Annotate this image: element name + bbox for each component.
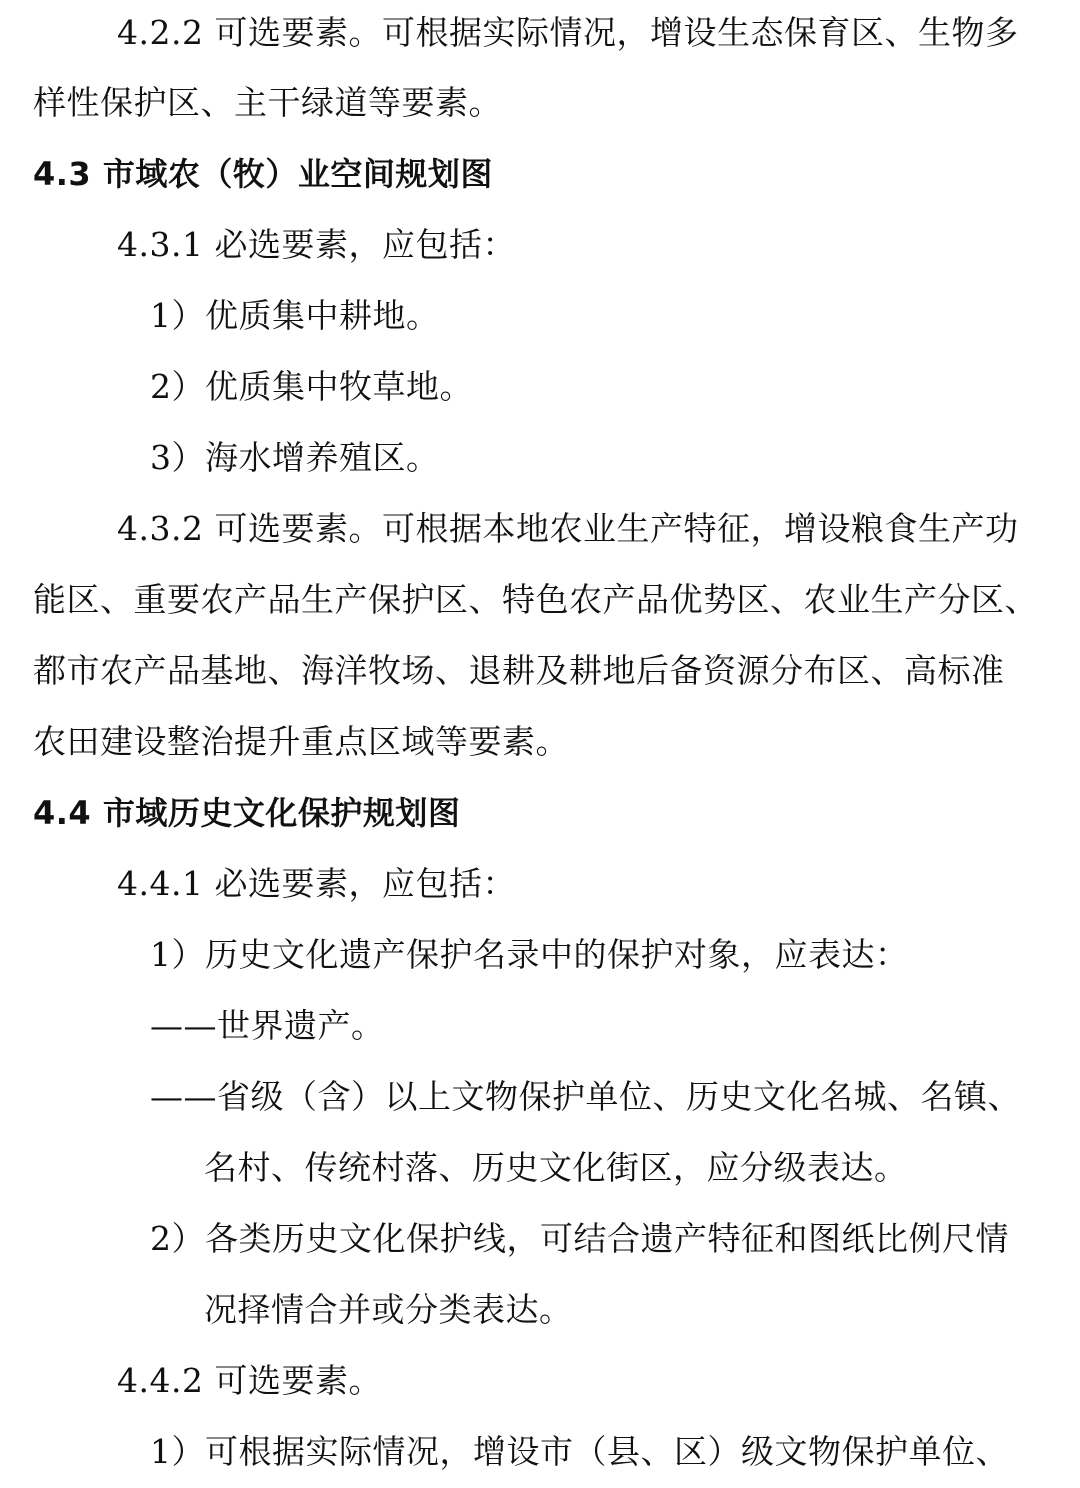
clause-4-4-1: 4.4.1 必选要素，应包括： bbox=[117, 864, 516, 903]
list-item-4-3-1-3: 3）海水增养殖区。 bbox=[150, 438, 440, 477]
list-item-4-4-2-1: 1）可根据实际情况，增设市（县、区）级文物保护单位、 bbox=[150, 1432, 1009, 1471]
paragraph-4-3-2-line-2: 能区、重要农产品生产保护区、特色农产品优势区、农业生产分区、 bbox=[33, 580, 1038, 619]
paragraph-4-3-2-line-3: 都市农产品基地、海洋牧场、退耕及耕地后备资源分布区、高标准 bbox=[33, 651, 1005, 690]
list-item-4-4-1-2-line-1: 2）各类历史文化保护线，可结合遗产特征和图纸比例尺情 bbox=[150, 1219, 1009, 1258]
paragraph-4-3-2-line-1: 4.3.2 可选要素。可根据本地农业生产特征，增设粮食生产功 bbox=[117, 509, 1019, 548]
list-item-4-4-1-2-line-2: 况择情合并或分类表达。 bbox=[204, 1290, 573, 1329]
dash-item-provincial-line-1: ——省级（含）以上文物保护单位、历史文化名城、名镇、 bbox=[150, 1077, 1021, 1116]
dash-item-world-heritage: ——世界遗产。 bbox=[150, 1006, 385, 1045]
dash-item-provincial-line-2: 名村、传统村落、历史文化街区，应分级表达。 bbox=[204, 1148, 908, 1187]
paragraph-4-2-2-line-1: 4.2.2 可选要素。可根据实际情况，增设生态保育区、生物多 bbox=[117, 13, 1019, 52]
clause-4-4-2: 4.4.2 可选要素。 bbox=[117, 1361, 382, 1400]
section-heading-4-3: 4.3 市域农（牧）业空间规划图 bbox=[33, 155, 493, 193]
paragraph-4-3-2-line-4: 农田建设整治提升重点区域等要素。 bbox=[33, 722, 569, 761]
list-item-4-3-1-2: 2）优质集中牧草地。 bbox=[150, 367, 473, 406]
paragraph-4-2-2-line-2: 样性保护区、主干绿道等要素。 bbox=[33, 83, 502, 122]
clause-4-3-1: 4.3.1 必选要素，应包括： bbox=[117, 225, 516, 264]
list-item-4-4-1-1: 1）历史文化遗产保护名录中的保护对象，应表达： bbox=[150, 935, 909, 974]
section-heading-4-4: 4.4 市域历史文化保护规划图 bbox=[33, 794, 461, 832]
list-item-4-3-1-1: 1）优质集中耕地。 bbox=[150, 296, 440, 335]
